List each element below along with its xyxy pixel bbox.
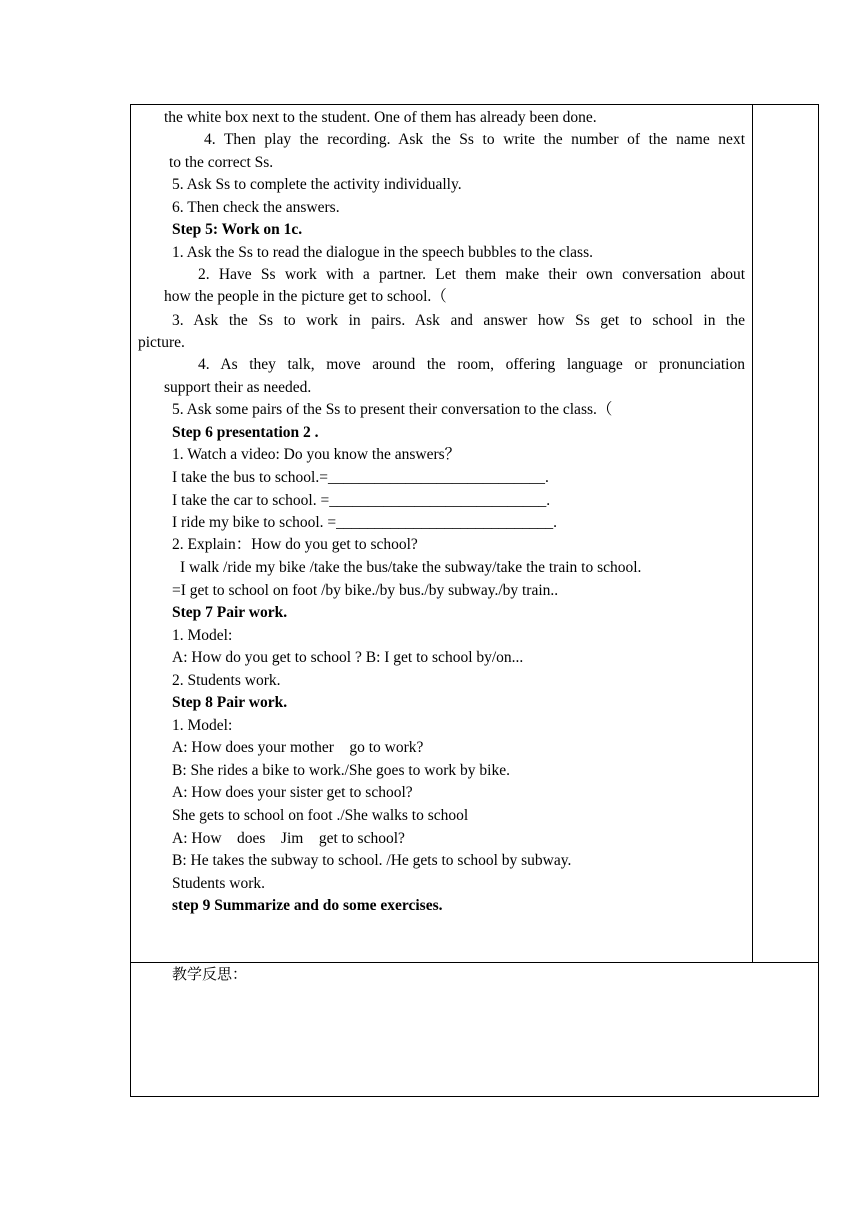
text-line: 1. Ask the Ss to read the dialogue in the speech bubbles to the class.: [172, 244, 593, 261]
text-line: 2. Have Ss work with a partner. Let them make their own conversation about: [198, 266, 745, 283]
text-line: 2. Students work.: [172, 672, 281, 689]
step-heading: Step 5: Work on 1c.: [172, 221, 303, 238]
step-heading: Step 6 presentation 2 .: [172, 424, 319, 441]
text-line: 5. Ask Ss to complete the activity individually.: [172, 176, 462, 193]
step-heading: Step 7 Pair work.: [172, 604, 288, 621]
text-line: support their as needed.: [164, 379, 312, 396]
text-line: A: How does your sister get to school?: [172, 784, 413, 801]
step-heading: step 9 Summarize and do some exercises.: [172, 897, 443, 914]
text-line: 4. Then play the recording. Ask the Ss to write the number of the name next: [204, 131, 745, 148]
text-line: 1. Model:: [172, 627, 233, 644]
text-line: A: How does Jim get to school?: [172, 830, 405, 847]
text-line: 6. Then check the answers.: [172, 199, 340, 216]
text-line: 3. Ask the Ss to work in pairs. Ask and answer how Ss get to school in the: [172, 312, 745, 329]
text-line: Students work.: [172, 875, 265, 892]
text-line: I walk /ride my bike /take the bus/take the subway/take the train to school.: [180, 559, 642, 576]
text-line: B: She rides a bike to work./She goes to work by bike.: [172, 762, 510, 779]
text-line: to the correct Ss.: [169, 154, 274, 171]
step-heading: Step 8 Pair work.: [172, 694, 288, 711]
reflection-label: 教学反思：: [172, 965, 248, 983]
text-line: 4. As they talk, move around the room, offering language or pronunciation: [198, 356, 745, 373]
text-line: She gets to school on foot ./She walks to school: [172, 807, 469, 824]
text-line: 1. Watch a video: Do you know the answers？: [172, 446, 461, 463]
text-line: I ride my bike to school. =____________________________.: [172, 514, 558, 531]
text-line: how the people in the picture get to school.（: [164, 288, 447, 305]
text-line: 5. Ask some pairs of the Ss to present their conversation to the class.（: [172, 401, 613, 418]
text-line: A: How do you get to school ? B: I get to school by/on...: [172, 649, 524, 666]
column-divider: [752, 105, 753, 962]
text-line: 1. Model:: [172, 717, 233, 734]
text-line: 2. Explain：How do you get to school?: [172, 536, 418, 553]
text-line: B: He takes the subway to school. /He gets to school by subway.: [172, 852, 572, 869]
text-line: A: How does your mother go to work?: [172, 739, 424, 756]
text-line: the white box next to the student. One of them has already been done.: [164, 109, 597, 126]
text-line: picture.: [138, 334, 185, 351]
text-line: I take the car to school. =____________________________.: [172, 492, 551, 509]
text-line: I take the bus to school.=____________________________.: [172, 469, 549, 486]
text-line: =I get to school on foot /by bike./by bus./by subway./by train..: [172, 582, 559, 599]
